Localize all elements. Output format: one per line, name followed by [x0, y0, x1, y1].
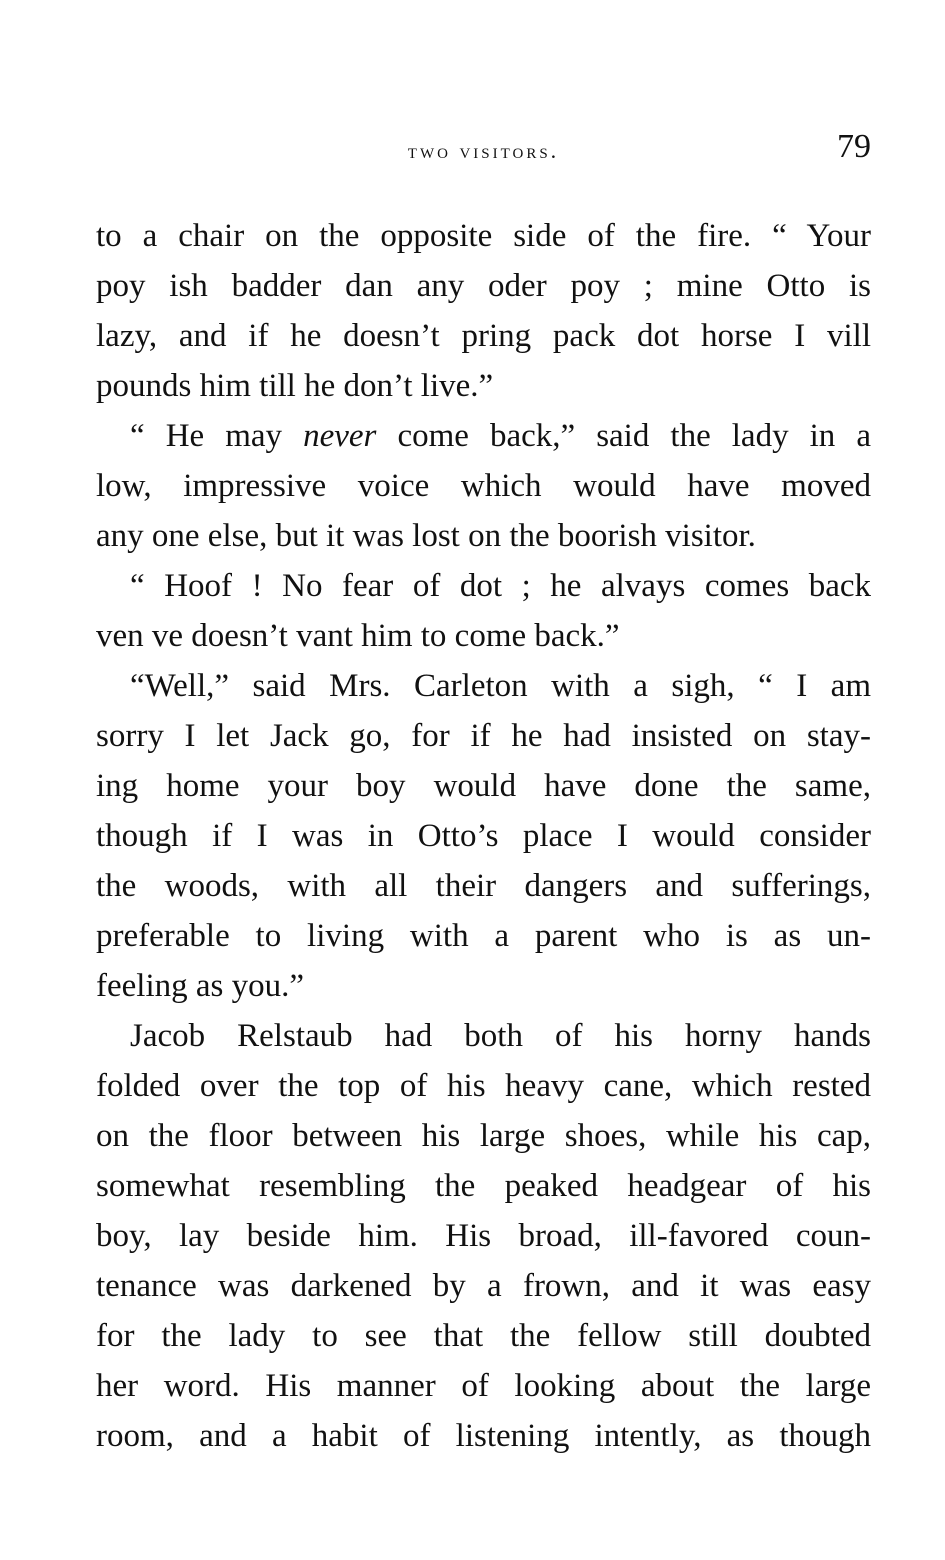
text-line: folded over the top of his heavy cane, which rested [96, 1068, 871, 1104]
text-line: preferable to living with a parent who is as un- [96, 918, 871, 954]
text-line: though if I was in Otto’s place I would consider [96, 818, 871, 854]
text-line: the woods, with all their dangers and sufferings, [96, 868, 871, 904]
text-line: somewhat resembling the peaked headgear of his [96, 1168, 871, 1204]
body-text [96, 211, 871, 1461]
running-title: two visitors. [407, 138, 560, 163]
text-line: room, and a habit of listening intently, as though [96, 1418, 871, 1454]
paragraph-3 [96, 561, 871, 661]
text-line: poy ish badder dan any oder poy ; mine Otto is [96, 268, 871, 304]
text-line [96, 411, 871, 461]
paragraph-1 [96, 211, 871, 411]
paragraph-5 [96, 1011, 871, 1461]
text-run: “ He may [130, 418, 304, 454]
text-line: ing home your boy would have done the same, [96, 768, 871, 804]
emphasis-word: never [303, 418, 377, 454]
text-line: any one else, but it was lost on the boorish visitor. [96, 518, 756, 554]
page-number: 79 [837, 128, 871, 165]
running-head [96, 128, 871, 172]
paragraph-4 [96, 661, 871, 1011]
text-line: pounds him till he don’t live.” [96, 368, 494, 404]
text-line: for the lady to see that the fellow still doubted [96, 1318, 871, 1354]
text-line: “ Hoof ! No fear of dot ; he alvays comes back [130, 568, 871, 604]
text-line: feeling as you.” [96, 968, 305, 1004]
text-line: Jacob Relstaub had both of his horny hands [130, 1018, 871, 1054]
paragraph-2 [96, 411, 871, 561]
text-line: tenance was darkened by a frown, and it was easy [96, 1268, 871, 1304]
text-line: “Well,” said Mrs. Carleton with a sigh, “ I am [130, 668, 871, 704]
text-run: come back,” said the lady in a [376, 418, 871, 454]
text-line: sorry I let Jack go, for if he had insisted on stay- [96, 718, 871, 754]
text-line: on the floor between his large shoes, while his cap, [96, 1118, 871, 1154]
text-line: low, impressive voice which would have moved [96, 468, 871, 504]
text-line: lazy, and if he doesn’t pring pack dot horse I vill [96, 318, 871, 354]
text-line: her word. His manner of looking about the large [96, 1368, 871, 1404]
text-line: to a chair on the opposite side of the fire. “ Your [96, 218, 871, 254]
text-line: ven ve doesn’t vant him to come back.” [96, 618, 620, 654]
text-line: boy, lay beside him. His broad, ill-favored coun- [96, 1218, 871, 1254]
